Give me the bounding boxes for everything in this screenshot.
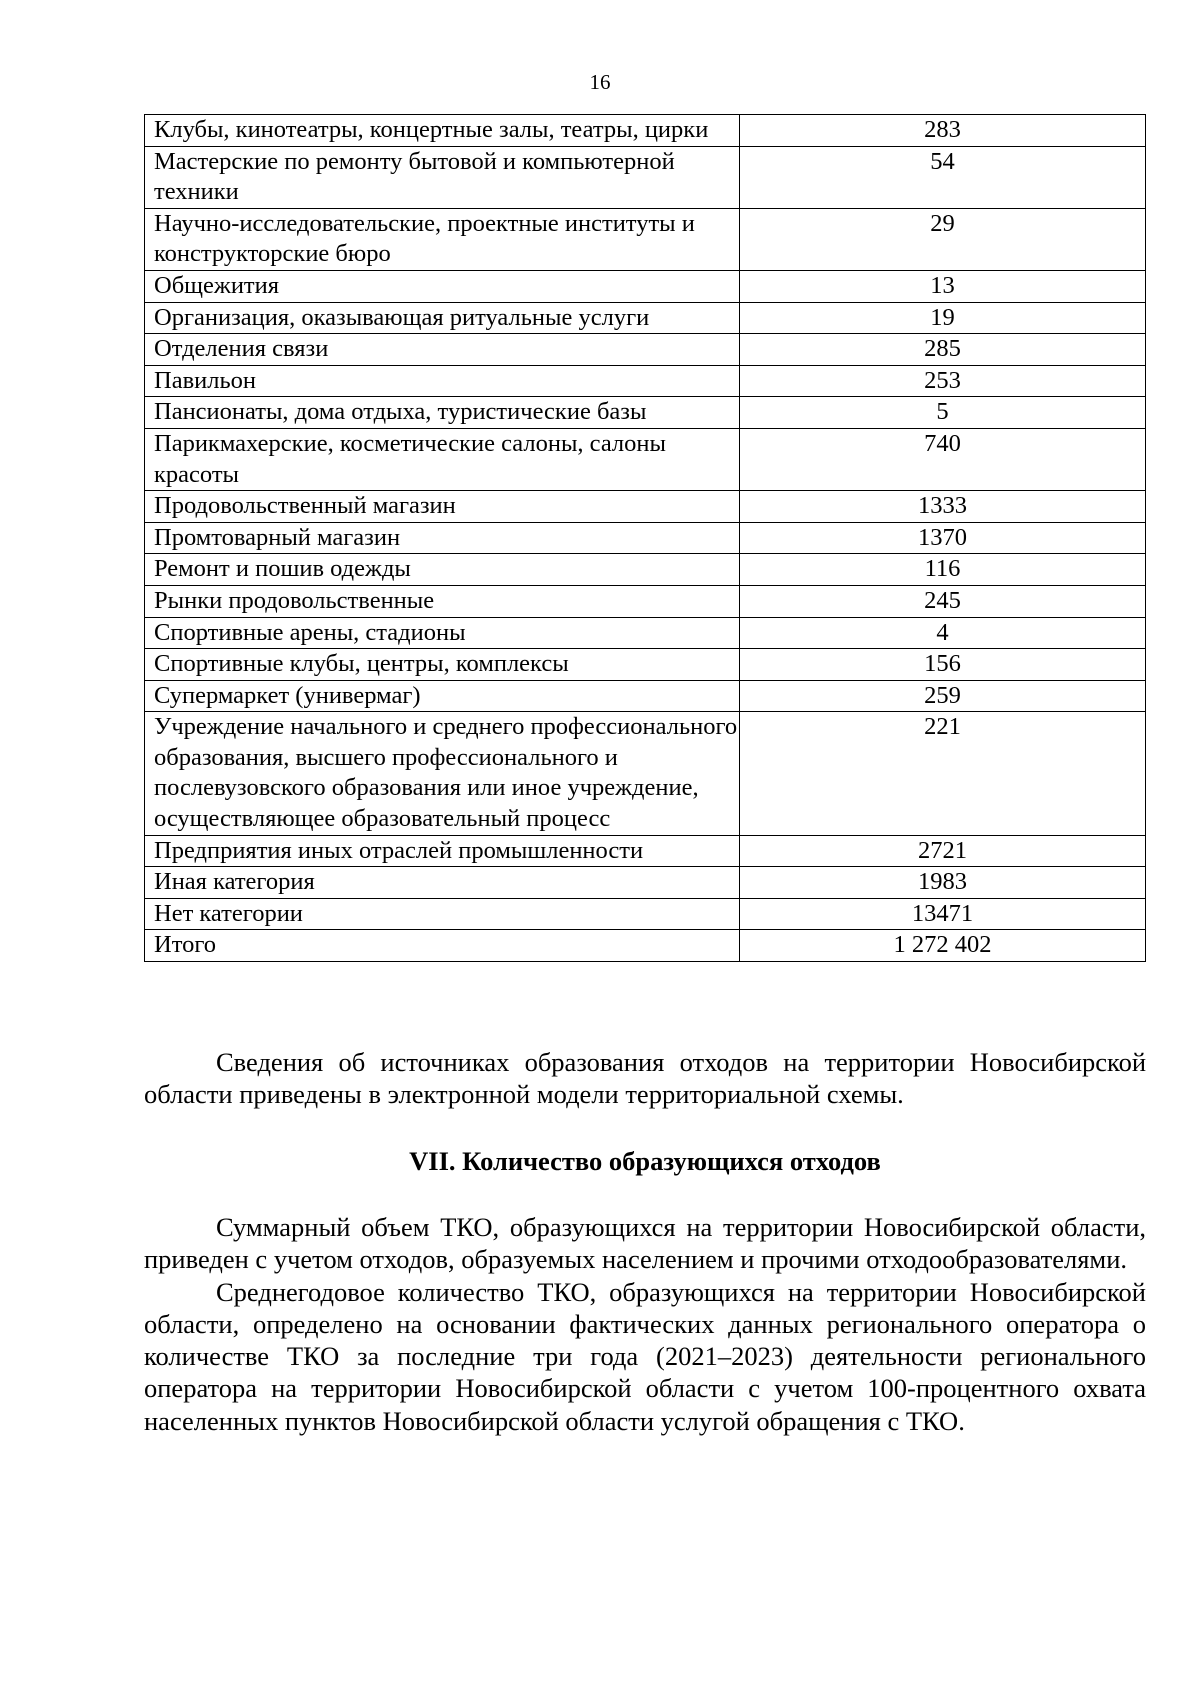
table-row bbox=[145, 680, 1146, 712]
category-count-cell: 245 bbox=[740, 585, 1146, 617]
category-name-cell: Промтоварный магазин bbox=[145, 522, 740, 554]
table-row bbox=[145, 208, 1146, 270]
sources-info-block bbox=[144, 1046, 1146, 1111]
section-paragraph-average: Среднегодовое количество ТКО, образующихся на территории Новосибирской области, определено на основании фактических данных регионального оператора о количестве ТКО за последние три года (2021–2023) деятельности регионального оператора на территории Новосибирской области с учетом 100-процентного охвата населенных пунктов Новосибирской области услугой обращения с ТКО. bbox=[144, 1276, 1146, 1436]
category-count-cell: 29 bbox=[740, 208, 1146, 270]
table-row bbox=[145, 522, 1146, 554]
waste-sources-table bbox=[144, 114, 1146, 962]
category-count-cell: 13471 bbox=[740, 898, 1146, 930]
category-count-cell: 156 bbox=[740, 649, 1146, 681]
category-name-cell: Пансионаты, дома отдыха, туристические базы bbox=[145, 397, 740, 429]
table-row bbox=[145, 867, 1146, 899]
category-name-cell: Иная категория bbox=[145, 867, 740, 899]
section-paragraph-summary: Суммарный объем ТКО, образующихся на территории Новосибирской области, приведен с учетом отходов, образуемых населением и прочими отходообразователями. bbox=[144, 1212, 1146, 1275]
category-count-cell: 19 bbox=[740, 302, 1146, 334]
category-name-cell: Ремонт и пошив одежды bbox=[145, 554, 740, 586]
table-row bbox=[145, 554, 1146, 586]
category-name-cell: Парикмахерские, косметические салоны, салоны красоты bbox=[145, 428, 740, 490]
table-row bbox=[145, 585, 1146, 617]
table-body bbox=[145, 115, 1146, 962]
category-name-cell: Общежития bbox=[145, 270, 740, 302]
category-name-cell: Рынки продовольственные bbox=[145, 585, 740, 617]
category-name-cell: Научно-исследовательские, проектные институты и конструкторские бюро bbox=[145, 208, 740, 270]
category-count-cell: 221 bbox=[740, 712, 1146, 835]
category-count-cell: 1 272 402 bbox=[740, 930, 1146, 962]
category-name-cell: Павильон bbox=[145, 365, 740, 397]
category-name-cell: Клубы, кинотеатры, концертные залы, театры, цирки bbox=[145, 115, 740, 147]
sources-info-paragraph: Сведения об источниках образования отходов на территории Новосибирской области приведены в электронной модели территориальной схемы. bbox=[144, 1047, 1146, 1110]
category-count-cell: 116 bbox=[740, 554, 1146, 586]
section-body bbox=[144, 1211, 1146, 1437]
table-row bbox=[145, 365, 1146, 397]
category-name-cell: Предприятия иных отраслей промышленности bbox=[145, 835, 740, 867]
category-count-cell: 740 bbox=[740, 428, 1146, 490]
category-name-cell: Итого bbox=[145, 930, 740, 962]
category-count-cell: 13 bbox=[740, 270, 1146, 302]
table-row bbox=[145, 491, 1146, 523]
category-count-cell: 253 bbox=[740, 365, 1146, 397]
category-count-cell: 1983 bbox=[740, 867, 1146, 899]
category-count-cell: 54 bbox=[740, 146, 1146, 208]
category-count-cell: 1333 bbox=[740, 491, 1146, 523]
table-row bbox=[145, 835, 1146, 867]
category-name-cell: Нет категории bbox=[145, 898, 740, 930]
table-row bbox=[145, 649, 1146, 681]
category-count-cell: 285 bbox=[740, 334, 1146, 366]
category-name-cell: Организация, оказывающая ритуальные услуги bbox=[145, 302, 740, 334]
table-row bbox=[145, 115, 1146, 147]
table-row bbox=[145, 898, 1146, 930]
table-row bbox=[145, 712, 1146, 835]
table-row bbox=[145, 146, 1146, 208]
category-count-cell: 2721 bbox=[740, 835, 1146, 867]
category-count-cell: 5 bbox=[740, 397, 1146, 429]
category-count-cell: 283 bbox=[740, 115, 1146, 147]
category-count-cell: 1370 bbox=[740, 522, 1146, 554]
category-count-cell: 4 bbox=[740, 617, 1146, 649]
category-name-cell: Спортивные арены, стадионы bbox=[145, 617, 740, 649]
category-name-cell: Продовольственный магазин bbox=[145, 491, 740, 523]
category-name-cell: Учреждение начального и среднего профессионального образования, высшего профессионального и послевузовского образования или иное учреждение, осуществляющее образовательный процесс bbox=[145, 712, 740, 835]
category-name-cell: Отделения связи bbox=[145, 334, 740, 366]
category-name-cell: Супермаркет (универмаг) bbox=[145, 680, 740, 712]
table-row bbox=[145, 334, 1146, 366]
table-row bbox=[145, 428, 1146, 490]
category-name-cell: Спортивные клубы, центры, комплексы bbox=[145, 649, 740, 681]
table-row bbox=[145, 617, 1146, 649]
page-number: 16 bbox=[589, 70, 611, 94]
table-row bbox=[145, 397, 1146, 429]
table-row bbox=[145, 302, 1146, 334]
category-name-cell: Мастерские по ремонту бытовой и компьютерной техники bbox=[145, 146, 740, 208]
table-row bbox=[145, 270, 1146, 302]
table-row bbox=[145, 930, 1146, 962]
category-count-cell: 259 bbox=[740, 680, 1146, 712]
section-heading: VII. Количество образующихся отходов bbox=[409, 1146, 881, 1176]
